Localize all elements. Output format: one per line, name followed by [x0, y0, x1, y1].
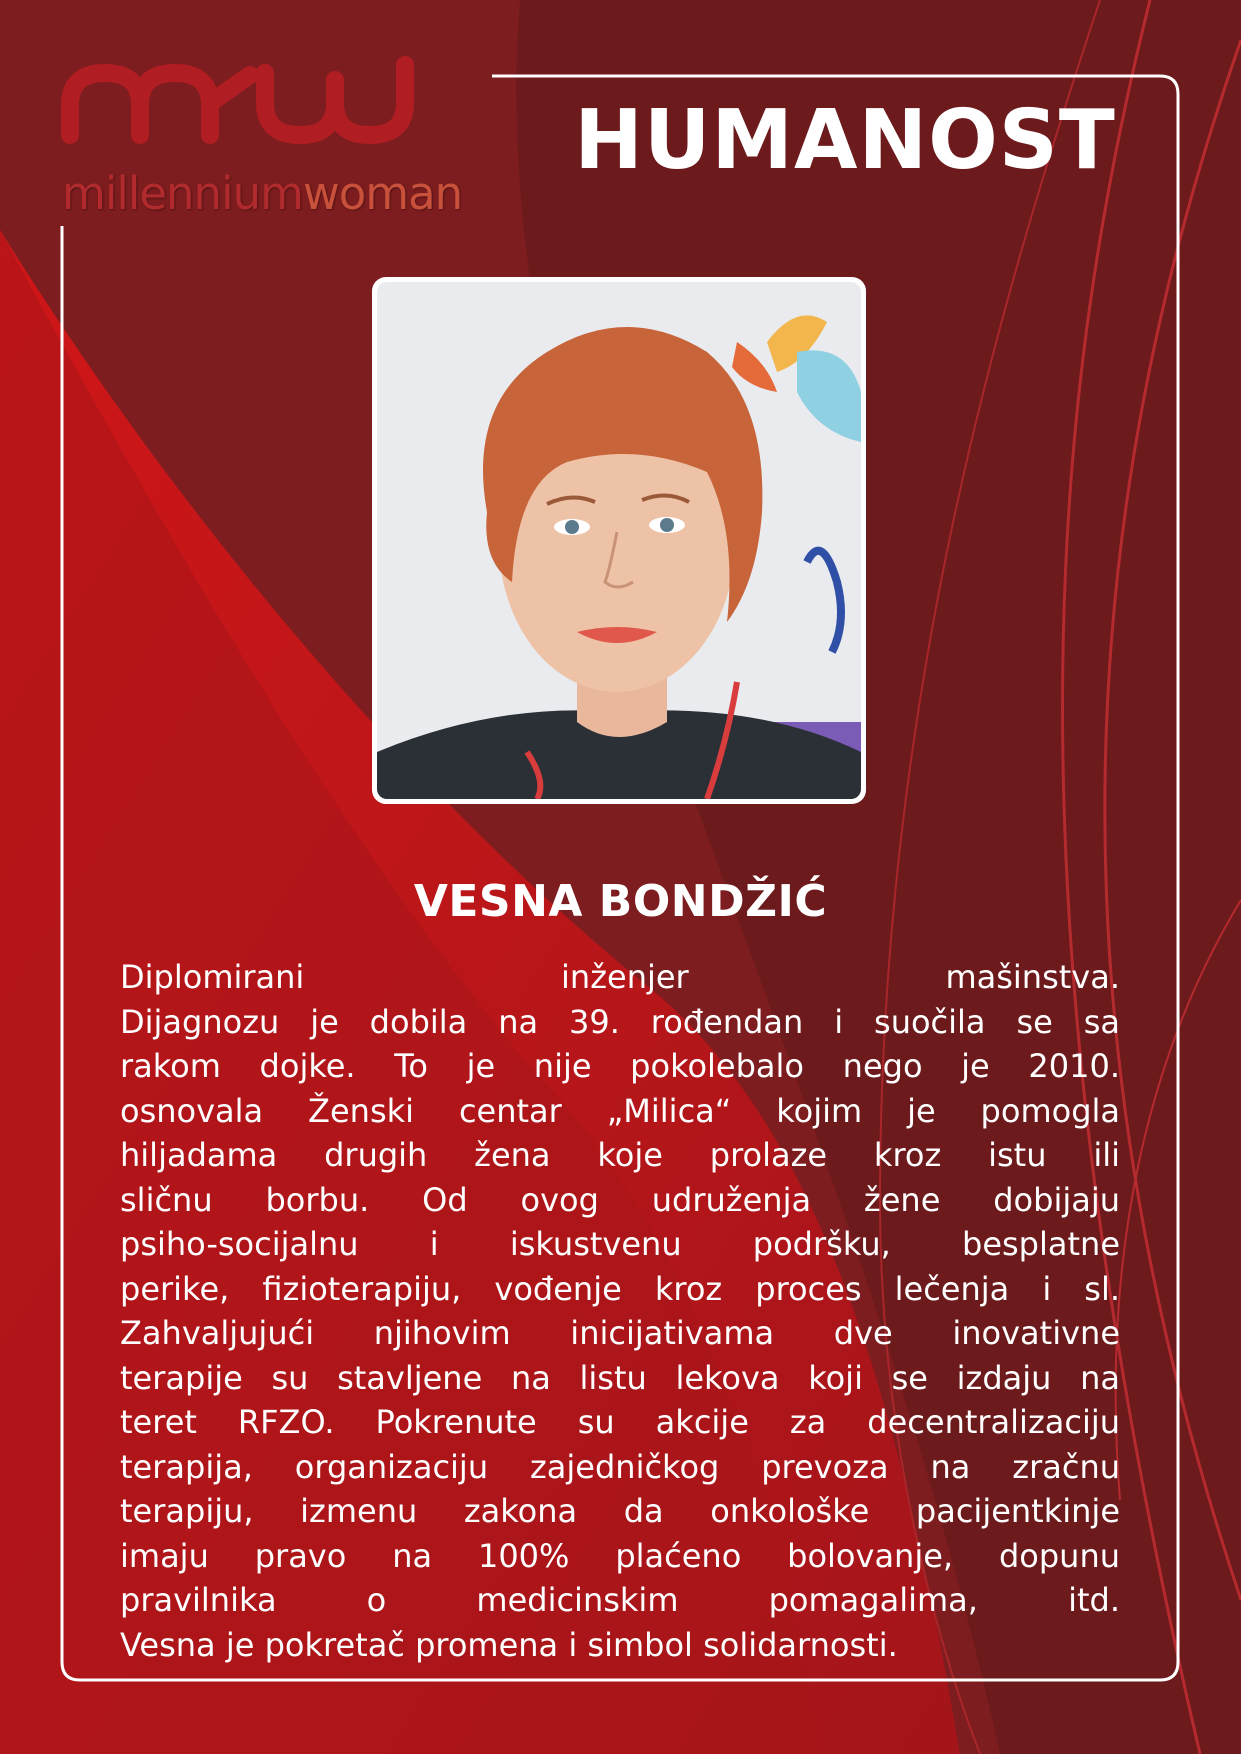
bio-line: Vesna je pokretač promena i simbol solidarnosti. [120, 1625, 898, 1664]
bio-line: psiho-socijalnu i iskustvenu podršku, besplatne [120, 1225, 1120, 1263]
bio-line: Diplomirani inženjer mašinstva. [120, 958, 1120, 996]
bio-line: Zahvaljujući njihovim inicijativama dve inovativne [120, 1314, 1120, 1352]
bio-line: perike, fizioterapiju, vođenje kroz proces lečenja i sl. [120, 1269, 1120, 1308]
bio-line: sličnu borbu. Od ovog udruženja žene dobijaju [120, 1180, 1120, 1219]
bio-line: osnovala Ženski centar „Milica“ kojim je pomogla [120, 1091, 1120, 1130]
logo-word-millennium: millennium [62, 167, 303, 220]
person-name: VESNA BONDŽIĆ [413, 876, 828, 927]
bio-line: pravilnika o medicinskim pomagalima, itd. [120, 1581, 1120, 1619]
bio-line: Dijagnozu je dobila na 39. rođendan i suočila se sa [120, 1002, 1120, 1041]
bio-line: terapiju, izmenu zakona da onkološke pacijentkinje [120, 1492, 1120, 1530]
mw-logo-mark [60, 55, 460, 165]
bio-line: terapija, organizaciju zajedničkog prevoza na zračnu [120, 1447, 1120, 1486]
portrait-frame [372, 277, 866, 804]
bio-line: teret RFZO. Pokrenute su akcije za decentralizaciju [120, 1403, 1120, 1441]
logo-wordmark [62, 167, 462, 220]
page-title: HUMANOST [574, 93, 1116, 188]
logo-word-woman: woman [302, 167, 463, 220]
bio-line: terapije su stavljene na listu lekova koji se izdaju na [120, 1358, 1120, 1397]
bio-line: hiljadama drugih žena koje prolaze kroz istu ili [120, 1136, 1120, 1174]
brand-logo [60, 55, 463, 220]
bio-line: imaju pravo na 100% plaćeno bolovanje, dopunu [120, 1536, 1120, 1575]
biography [120, 955, 1120, 1667]
portrait-photo [377, 282, 861, 799]
bio-line: rakom dojke. To je nije pokolebalo nego je 2010. [120, 1047, 1120, 1085]
